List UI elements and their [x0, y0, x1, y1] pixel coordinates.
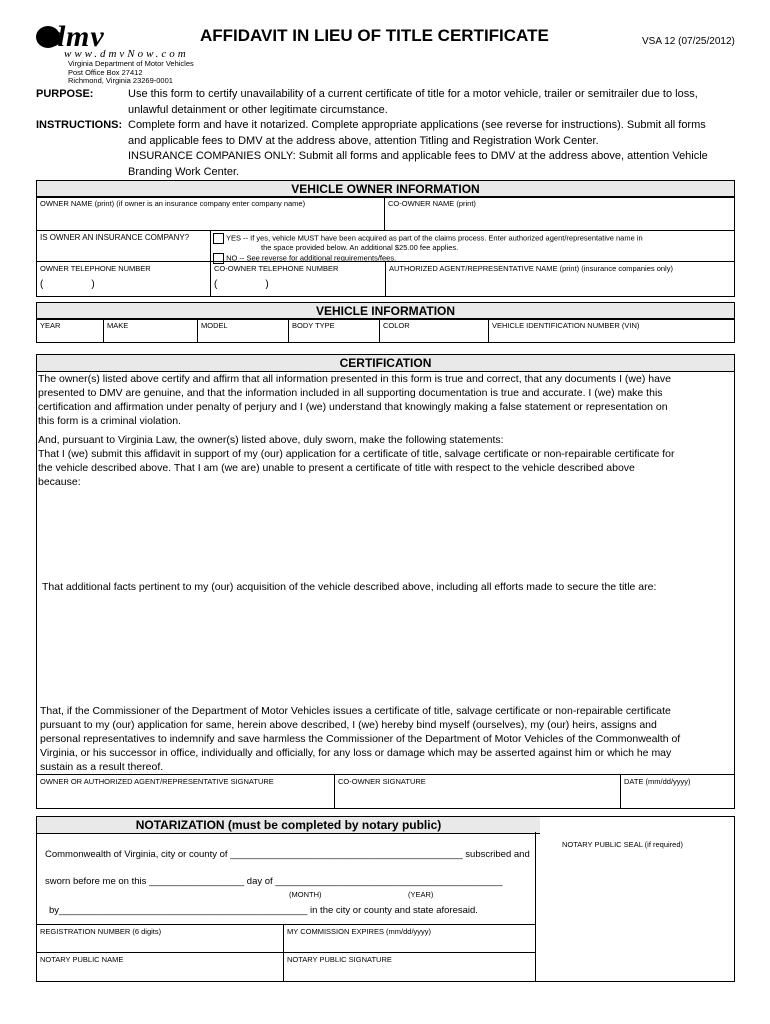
certification-statement: The owner(s) listed above certify and affirm that all information presented in this form is true and correct, that any documents I (we) have presented to DMV are genuine, and that the information included in all supporting documentation is true and accurate. I (we) make this certification and affirmation under penalty of perjury and I (we) understand that knowingly making a false statement or representation on this form is a criminal violation.	[38, 373, 672, 427]
yes-checkbox[interactable]	[213, 233, 224, 244]
color-field[interactable]: COLOR	[379, 318, 489, 343]
because-text-area[interactable]	[38, 490, 732, 578]
owner-info-header: VEHICLE OWNER INFORMATION	[37, 181, 734, 198]
form-number: VSA 12 (07/25/2012)	[642, 36, 735, 47]
insurance-options	[210, 230, 735, 262]
indemnity-statement: That, if the Commissioner of the Department of Motor Vehicles issues a certificate of title, salvage certificate or non-repairable certificate pursuant to my (our) application for same, herein above described, I (we) hereby bind myself (ourselves), my (our) heirs, assigns and personal representatives to indemnify and save harmless the Commissioner of the Department of Motor Vehicles of the Commonwealth of Virginia, or his successor in office, individually and officially, for any loss or damage which may be asserted against him or which he may sustain as a result thereof.	[40, 705, 681, 773]
agent-name-field[interactable]: AUTHORIZED AGENT/REPRESENTATIVE NAME (print) (insurance companies only)	[385, 261, 735, 297]
vin-field[interactable]: VEHICLE IDENTIFICATION NUMBER (VIN)	[488, 318, 735, 343]
owner-signature-field[interactable]: OWNER OR AUTHORIZED AGENT/REPRESENTATIVE SIGNATURE	[36, 774, 335, 809]
vehicle-info-header: VEHICLE INFORMATION	[37, 303, 734, 320]
notary-statement: Commonwealth of Virginia, city or county of ____________________________________________ subscribed and sworn before me on this __________________ day of ___________________________________________ (MONTH) (YEAR) by_______________________________________________ in the city or county and state aforesaid.	[45, 849, 530, 916]
owner-phone-field[interactable]: OWNER TELEPHONE NUMBER ( )	[36, 261, 211, 297]
insurance-question: IS OWNER AN INSURANCE COMPANY?	[36, 230, 211, 262]
no-label: NO -- See reverse for additional requirements/fees.	[226, 252, 397, 262]
notarization-header: NOTARIZATION (must be completed by notary public)	[37, 817, 540, 834]
instructions-label: INSTRUCTIONS:	[36, 119, 123, 131]
date-field[interactable]: DATE (mm/dd/yyyy)	[620, 774, 735, 809]
co-owner-signature-field[interactable]: CO-OWNER SIGNATURE	[334, 774, 621, 809]
agency-address: Virginia Department of Motor Vehicles Post Office Box 27412 Richmond, Virginia 23269-0001	[68, 59, 194, 85]
co-owner-name-field[interactable]: CO-OWNER NAME (print)	[384, 196, 735, 231]
registration-number-field[interactable]: REGISTRATION NUMBER (6 digits)	[36, 924, 284, 953]
dmv-logo	[36, 14, 236, 86]
purpose-label: PURPOSE:	[36, 88, 94, 100]
certification-header: CERTIFICATION	[37, 355, 734, 372]
co-owner-phone-field[interactable]: CO-OWNER TELEPHONE NUMBER ( )	[210, 261, 386, 297]
logo-url: www.dmvNow.com	[64, 48, 189, 60]
yes-label-2: the space provided below. An additional $25.00 fee applies.	[261, 243, 459, 252]
additional-facts-label: That additional facts pertinent to my (our) acquisition of the vehicle described above, including all efforts made to secure the title are:	[42, 581, 657, 593]
instructions-text: Complete form and have it notarized. Complete appropriate applications (see reverse for instructions). Submit all forms and applicable fees to DMV at the address above, attention Titling and Registration Work Center. INSURANCE COMPANIES ONLY: Submit all forms and applicable fees to DMV at the address above, attention Vehicle Branding Work Center.	[128, 119, 708, 178]
commission-expires-field[interactable]: MY COMMISSION EXPIRES (mm/dd/yyyy)	[283, 924, 536, 953]
notary-signature-field[interactable]: NOTARY PUBLIC SIGNATURE	[283, 952, 536, 982]
model-field[interactable]: MODEL	[197, 318, 289, 343]
purpose-text: Use this form to certify unavailability of a current certificate of title for a motor vehicle, trailer or semitrailer due to loss, unlawful detainment or other legitimate circumstance.	[128, 88, 698, 116]
additional-facts-area[interactable]	[38, 596, 732, 700]
logo-text: dmv	[50, 20, 105, 53]
make-field[interactable]: MAKE	[103, 318, 198, 343]
notary-name-field[interactable]: NOTARY PUBLIC NAME	[36, 952, 284, 982]
owner-name-field[interactable]: OWNER NAME (print) (if owner is an insurance company enter company name)	[36, 196, 385, 231]
notary-seal-area: NOTARY PUBLIC SEAL (if required)	[535, 832, 735, 982]
body-type-field[interactable]: BODY TYPE	[288, 318, 380, 343]
sworn-statement: And, pursuant to Virginia Law, the owner(s) listed above, duly sworn, make the following statements: That I (we) submit this affidavit in support of my (our) application for a certificate of title, salvage certificate or non-repairable certificate for the vehicle described above. That I am (we are) unable to present a certificate of title with respect to the vehicle described above because:	[38, 434, 675, 488]
form-title: AFFIDAVIT IN LIEU OF TITLE CERTIFICATE	[200, 26, 549, 45]
year-field[interactable]: YEAR	[36, 318, 104, 343]
yes-label: YES -- If yes, vehicle MUST have been acquired as part of the claims process. Enter authorized agent/representative name in	[225, 233, 643, 243]
